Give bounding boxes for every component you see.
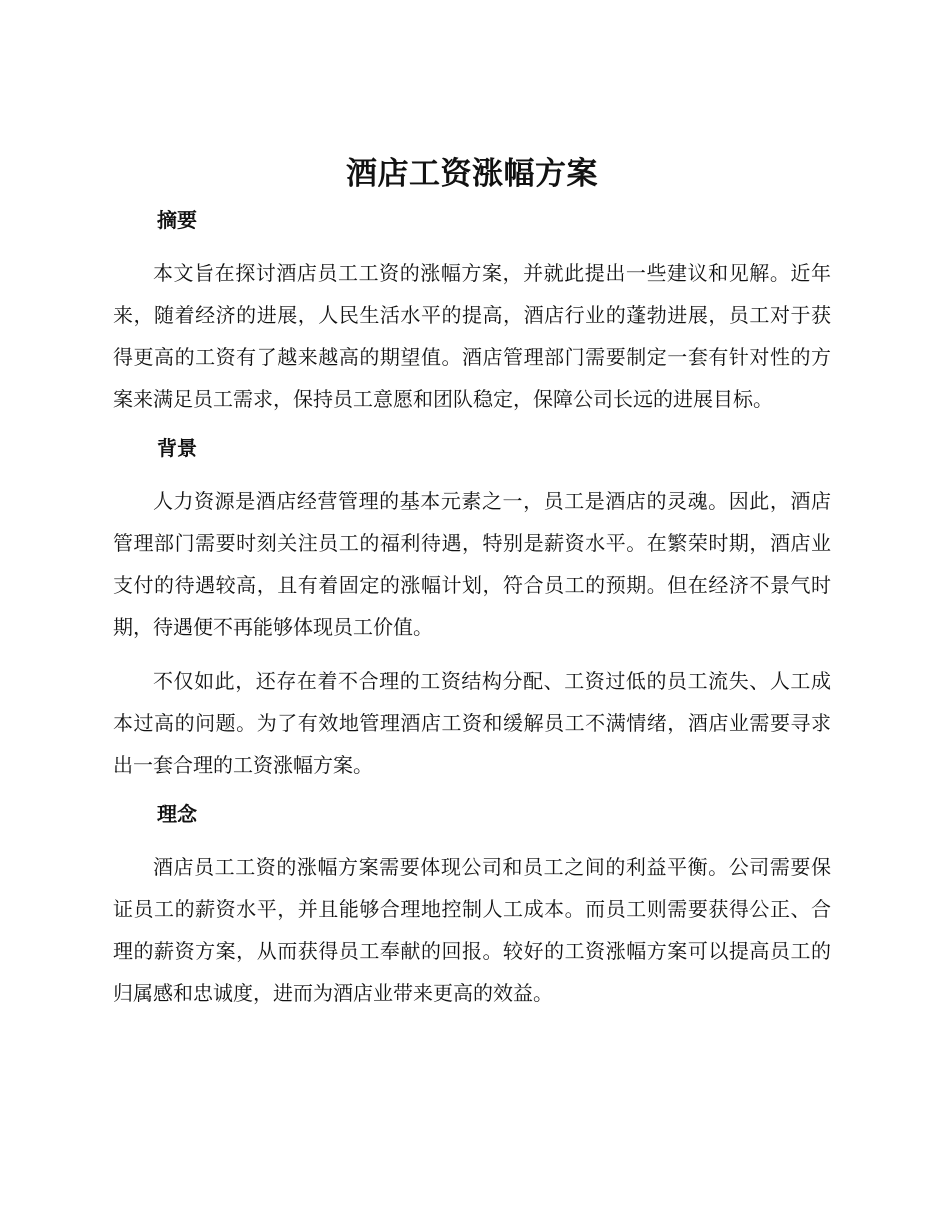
document-title: 酒店工资涨幅方案 xyxy=(346,156,598,192)
background-paragraph-1: 人力资源是酒店经营管理的基本元素之一，员工是酒店的灵魂。因此，酒店管理部门需要时刻关注员工的福利待遇，特别是薪资水平。在繁荣时期，酒店业支付的待遇较高，且有着固定的涨幅计划，符合员工的预期。但在经济不景气时期，待遇便不再能够体现员工价值。 xyxy=(113,489,831,639)
section-heading-abstract: 摘要 xyxy=(157,208,197,232)
abstract-paragraph: 本文旨在探讨酒店员工工资的涨幅方案，并就此提出一些建议和见解。近年来，随着经济的进展，人民生活水平的提高，酒店行业的蓬勃进展，员工对于获得更高的工资有了越来越高的期望值。酒店管理部门需要制定一套有针对性的方案来满足员工需求，保持员工意愿和团队稳定，保障公司长远的进展目标。 xyxy=(113,261,831,411)
background-paragraph-2: 不仅如此，还存在着不合理的工资结构分配、工资过低的员工流失、人工成本过高的问题。为了有效地管理酒店工资和缓解员工不满情绪，酒店业需要寻求出一套合理的工资涨幅方案。 xyxy=(113,669,831,777)
section-heading-background: 背景 xyxy=(157,436,197,460)
document-page xyxy=(113,150,831,1014)
concept-paragraph: 酒店员工工资的涨幅方案需要体现公司和员工之间的利益平衡。公司需要保证员工的薪资水平，并且能够合理地控制人工成本。而员工则需要获得公正、合理的薪资方案，从而获得员工奉献的回报。较好的工资涨幅方案可以提高员工的归属感和忠诚度，进而为酒店业带来更高的效益。 xyxy=(113,855,831,1005)
section-heading-concept: 理念 xyxy=(157,802,197,826)
